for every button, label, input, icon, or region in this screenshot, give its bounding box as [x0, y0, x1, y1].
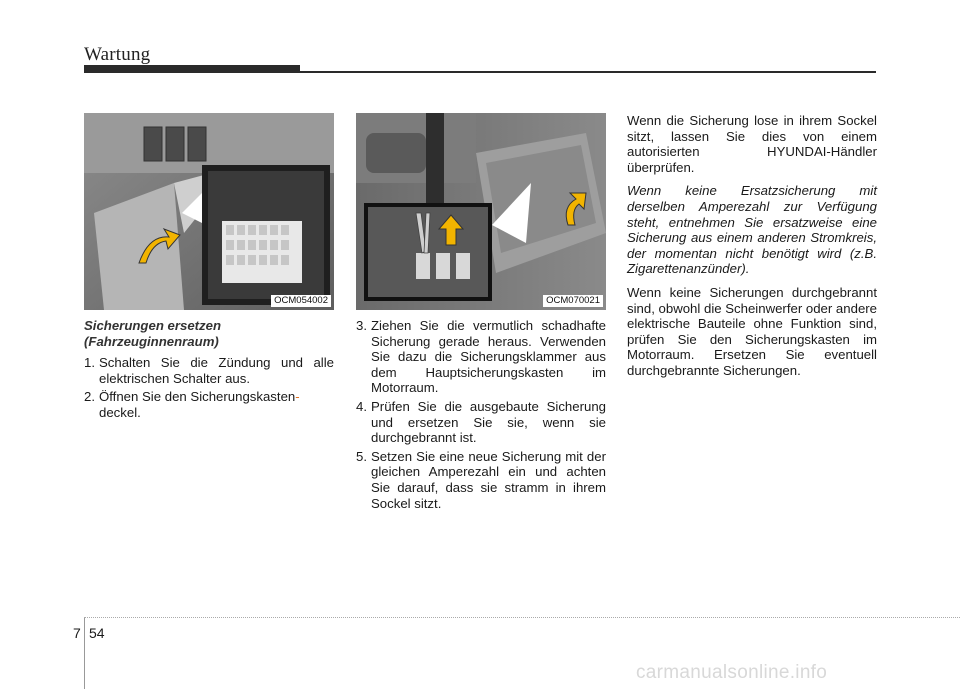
step-number: 4. [356, 398, 367, 414]
step-text: Ziehen Sie die vermutlich schadhafte Sicherung gerade heraus. Verwenden Sie dazu die Sicherungsklammer aus dem Hauptsicherungskasten im Motorraum. [371, 318, 606, 396]
figure-code-2: OCM070021 [543, 295, 603, 307]
step-1 [84, 355, 334, 386]
step-text: Schalten Sie die Zündung und alle elektrischen Schalter aus. [99, 355, 334, 386]
step-number: 5. [356, 448, 367, 464]
column-3 [627, 113, 877, 387]
step-text: Setzen Sie eine neue Sicherung mit der gleichen Amperezahl ein und achten Sie darauf, dass sie stramm in ihrem Sockel sitzt. [371, 448, 606, 511]
step-text-continued: deckel. [99, 404, 141, 420]
paragraph-spare-fuse: Wenn keine Ersatzsicherung mit derselben Amperezahl zur Verfügung steht, entnehmen Sie ersatzweise eine Sicherung aus einem anderen Stromkreis, der momentan nicht benötigt wird (z.B. Zigarettenanzünder). [627, 183, 877, 277]
step-2 [84, 389, 334, 420]
step-3 [356, 318, 606, 396]
header-rule [300, 71, 876, 73]
header-bar [84, 65, 300, 73]
engine-fuse-box-photo [356, 113, 606, 310]
section-caption [84, 318, 334, 349]
column-1 [84, 318, 334, 424]
paragraph-engine-fuses: Wenn keine Sicherungen durchgebrannt sind, obwohl die Scheinwerfer oder andere elektrische Bauteile ohne Funktion sind, prüfen Sie den Sicherungskasten im Motorraum. Ersetzen Sie eventuell durchgebrannte Sicherungen. [627, 284, 877, 378]
chapter-number: 7 [73, 625, 81, 641]
interior-fuse-box-photo [84, 113, 334, 310]
page-section-title: Wartung [84, 44, 151, 65]
paragraph-loose-fuse: Wenn die Sicherung lose in ihrem Sockel sitzt, lassen Sie dies von einem autorisierten HYUNDAI-Händler überprüfen. [627, 113, 877, 175]
hyphen-mark: - [295, 389, 300, 405]
page-number: 54 [89, 625, 105, 641]
step-text: Öffnen Sie den Sicherungskasten [99, 389, 296, 405]
caption-line-2: (Fahrzeuginnenraum) [84, 333, 219, 349]
step-number: 1. [84, 355, 95, 371]
step-text: Prüfen Sie die ausgebaute Sicherung und ersetzen Sie sie, wenn sie durchgebrannt ist. [371, 398, 606, 446]
figure-code-1: OCM054002 [271, 295, 331, 307]
footer-divider [84, 618, 85, 689]
column-2 [356, 318, 606, 514]
footer-rule [84, 617, 960, 618]
step-5 [356, 449, 606, 511]
caption-line-1: Sicherungen ersetzen [84, 318, 222, 333]
step-number: 2. [84, 389, 95, 405]
step-4 [356, 399, 606, 446]
step-number: 3. [356, 318, 367, 333]
watermark: carmanualsonline.info [636, 662, 828, 683]
